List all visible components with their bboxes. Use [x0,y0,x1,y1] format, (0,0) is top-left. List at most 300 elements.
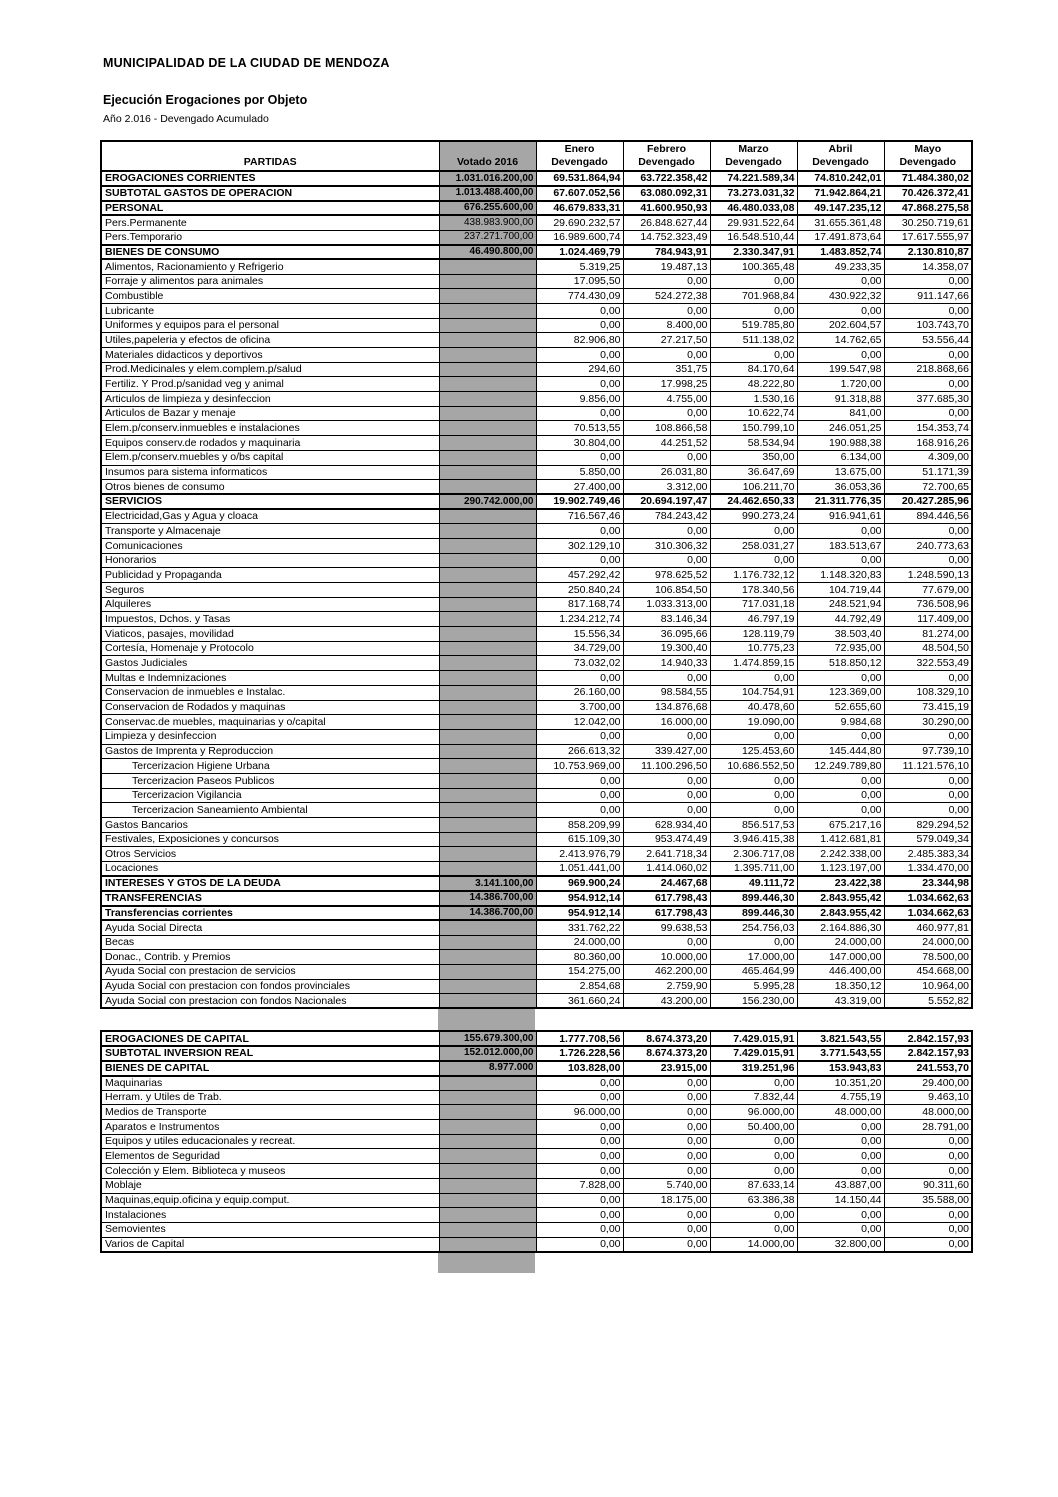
value-cell: 40.478,60 [710,700,797,715]
row-label: Festivales, Exposiciones y concursos [101,832,439,847]
value-cell: 617.798,43 [623,891,710,906]
value-cell: 147.000,00 [797,950,884,965]
value-cell: 63.386,38 [710,1193,797,1208]
value-cell: 10.000,00 [623,950,710,965]
value-cell: 954.912,14 [536,891,623,906]
value-cell: 44.792,49 [797,612,884,627]
value-cell: 0,00 [884,788,972,803]
table-row [101,1222,972,1237]
votado-cell [439,274,536,289]
value-cell: 1.395.711,00 [710,862,797,877]
votado-cell [439,759,536,774]
votado-cell: 1.031.016.200,00 [439,171,536,186]
value-cell: 858.209,99 [536,818,623,833]
value-cell: 48.000,00 [884,1105,972,1120]
value-cell: 10.351,20 [797,1076,884,1091]
value-cell: 16.989.600,74 [536,230,623,245]
row-label: Combustible [101,289,439,304]
value-cell: 0,00 [623,1134,710,1149]
value-cell: 51.171,39 [884,465,972,480]
value-cell: 81.274,00 [884,627,972,642]
row-label: Gastos de Imprenta y Reproduccion [101,744,439,759]
table-row [101,1076,972,1091]
value-cell: 19.300,40 [623,641,710,656]
row-label: TRANSFERENCIAS [101,891,439,906]
value-cell: 3.700,00 [536,700,623,715]
row-label: Locaciones [101,862,439,877]
row-label: PERSONAL [101,201,439,216]
votado-cell [439,583,536,598]
value-cell: 1.123.197,00 [797,862,884,877]
row-label: Aparatos e Instrumentos [101,1120,439,1135]
votado-cell [439,421,536,436]
table-row [101,847,972,862]
row-label: Conservacion de inmuebles e Instalac. [101,685,439,700]
value-cell: 0,00 [536,729,623,744]
value-cell: 53.556,44 [884,333,972,348]
votado-cell [439,509,536,524]
value-cell: 3.312,00 [623,480,710,495]
row-label: Cortesía, Homenaje y Protocolo [101,641,439,656]
row-label: EROGACIONES DE CAPITAL [101,1031,439,1046]
row-label: Gastos Judiciales [101,656,439,671]
value-cell: 19.902.749,46 [536,494,623,509]
value-cell: 1.530,16 [710,392,797,407]
value-cell: 2.306.717,08 [710,847,797,862]
value-cell: 69.531.864,94 [536,171,623,186]
value-cell: 82.906,80 [536,333,623,348]
value-cell: 1.720,00 [797,377,884,392]
value-cell: 0,00 [623,450,710,465]
value-cell: 3.821.543,55 [797,1031,884,1046]
table-row [101,186,972,201]
table-row [101,788,972,803]
value-cell: 0,00 [623,1120,710,1135]
value-cell: 17.617.555,97 [884,230,972,245]
row-label: Maquinas,equip.oficina y equip.comput. [101,1193,439,1208]
value-cell: 26.848.627,44 [623,215,710,230]
table-row [101,1164,972,1179]
value-cell: 254.756,03 [710,920,797,935]
value-cell: 361.660,24 [536,994,623,1009]
row-label: Honorarios [101,553,439,568]
value-cell: 156.230,00 [710,994,797,1009]
value-cell: 80.360,00 [536,950,623,965]
col-header-votado: Votado 2016 [439,141,536,171]
value-cell: 16.000,00 [623,715,710,730]
votado-cell [439,641,536,656]
value-cell: 18.175,00 [623,1193,710,1208]
value-cell: 202.604,57 [797,318,884,333]
value-cell: 0,00 [536,1164,623,1179]
votado-cell [439,553,536,568]
value-cell: 377.685,30 [884,392,972,407]
votado-cell [439,480,536,495]
value-cell: 856.517,53 [710,818,797,833]
value-cell: 8.674.373,20 [623,1031,710,1046]
table-row [101,1061,972,1076]
value-cell: 36.053,36 [797,480,884,495]
votado-cell [439,348,536,363]
value-cell: 46.679.833,31 [536,201,623,216]
value-cell: 1.414.060,02 [623,862,710,877]
votado-cell [439,377,536,392]
value-cell: 63.722.358,42 [623,171,710,186]
value-cell: 0,00 [884,729,972,744]
value-cell: 460.977,81 [884,920,972,935]
value-cell: 71.942.864,21 [797,186,884,201]
row-label: Transporte y Almacenaje [101,524,439,539]
value-cell: 0,00 [623,1076,710,1091]
votado-column-band [438,1253,535,1273]
value-cell: 817.168,74 [536,597,623,612]
value-cell: 97.739,10 [884,744,972,759]
value-cell: 241.553,70 [884,1061,972,1076]
value-cell: 1.726.228,56 [536,1046,623,1061]
value-cell: 3.771.543,55 [797,1046,884,1061]
row-label: Limpieza y desinfeccion [101,729,439,744]
votado-cell: 1.013.488.400,00 [439,186,536,201]
value-cell: 10.622,74 [710,406,797,421]
value-cell: 0,00 [623,1208,710,1223]
value-cell: 5.740,00 [623,1178,710,1193]
value-cell: 83.146,34 [623,612,710,627]
votado-cell [439,1222,536,1237]
value-cell: 2.843.955,42 [797,891,884,906]
value-cell: 125.453,60 [710,744,797,759]
table-row [101,1090,972,1105]
value-cell: 10.686.552,50 [710,759,797,774]
value-cell: 0,00 [710,274,797,289]
value-cell: 717.031,18 [710,597,797,612]
value-cell: 29.931.522,64 [710,215,797,230]
value-cell: 35.588,00 [884,1193,972,1208]
value-cell: 0,00 [710,788,797,803]
value-cell: 1.034.662,63 [884,891,972,906]
row-label: Alimentos, Racionamiento y Refrigerio [101,259,439,274]
value-cell: 0,00 [536,303,623,318]
value-cell: 36.095,66 [623,627,710,642]
row-label: Varios de Capital [101,1237,439,1252]
budget-table-section-1 [100,140,973,1009]
votado-cell [439,935,536,950]
table-row [101,259,972,274]
votado-cell [439,788,536,803]
votado-cell [439,1149,536,1164]
value-cell: 0,00 [884,1222,972,1237]
table-row [101,1120,972,1135]
votado-cell [439,685,536,700]
table-row [101,627,972,642]
row-label: Otros bienes de consumo [101,480,439,495]
table-row [101,671,972,686]
value-cell: 0,00 [536,1193,623,1208]
value-cell: 21.311.776,35 [797,494,884,509]
value-cell: 5.319,25 [536,259,623,274]
value-cell: 14.762,65 [797,333,884,348]
value-cell: 0,00 [623,1090,710,1105]
value-cell: 954.912,14 [536,906,623,921]
row-label: Comunicaciones [101,538,439,553]
value-cell: 351,75 [623,362,710,377]
header-row [101,141,972,171]
value-cell: 4.755,00 [623,392,710,407]
value-cell: 96.000,00 [710,1105,797,1120]
value-cell: 0,00 [536,450,623,465]
value-cell: 0,00 [884,303,972,318]
value-cell: 784.243,42 [623,509,710,524]
value-cell: 0,00 [536,1076,623,1091]
value-cell: 2.641.718,34 [623,847,710,862]
table-row [101,715,972,730]
votado-cell [439,333,536,348]
value-cell: 12.249.789,80 [797,759,884,774]
value-cell: 73.273.031,32 [710,186,797,201]
row-label: Forraje y alimentos para animales [101,274,439,289]
table-row [101,920,972,935]
value-cell: 0,00 [536,803,623,818]
value-cell: 4.309,00 [884,450,972,465]
table-row [101,377,972,392]
value-cell: 14.000,00 [710,1237,797,1252]
value-cell: 0,00 [710,773,797,788]
value-cell: 1.777.708,56 [536,1031,623,1046]
value-cell: 5.850,00 [536,465,623,480]
value-cell: 63.080.092,31 [623,186,710,201]
value-cell: 0,00 [884,1208,972,1223]
table-row [101,1178,972,1193]
value-cell: 841,00 [797,406,884,421]
votado-cell [439,538,536,553]
value-cell: 24.000,00 [797,935,884,950]
value-cell: 34.729,00 [536,641,623,656]
value-cell: 0,00 [710,1164,797,1179]
row-label: Impuestos, Dchos. y Tasas [101,612,439,627]
votado-cell [439,979,536,994]
votado-cell [439,259,536,274]
value-cell: 49.111,72 [710,876,797,891]
value-cell: 20.427.285,96 [884,494,972,509]
row-label: Tercerizacion Higiene Urbana [101,759,439,774]
value-cell: 266.613,32 [536,744,623,759]
value-cell: 579.049,34 [884,832,972,847]
value-cell: 0,00 [536,348,623,363]
value-cell: 774.430,09 [536,289,623,304]
value-cell: 446.400,00 [797,964,884,979]
value-cell: 168.916,26 [884,436,972,451]
value-cell: 0,00 [797,303,884,318]
value-cell: 0,00 [710,1076,797,1091]
section-gap [100,1009,972,1030]
value-cell: 331.762,22 [536,920,623,935]
value-cell: 0,00 [623,1237,710,1252]
row-label: Elementos de Seguridad [101,1149,439,1164]
table-row [101,685,972,700]
table-row [101,348,972,363]
value-cell: 899.446,30 [710,891,797,906]
value-cell: 73.032,02 [536,656,623,671]
votado-cell: 3.141.100,00 [439,876,536,891]
value-cell: 199.547,98 [797,362,884,377]
value-cell: 0,00 [797,274,884,289]
row-label: Maquinarias [101,1076,439,1091]
votado-cell [439,994,536,1009]
value-cell: 106.854,50 [623,583,710,598]
value-cell: 524.272,38 [623,289,710,304]
value-cell: 894.446,56 [884,509,972,524]
votado-cell: 14.386.700,00 [439,891,536,906]
votado-cell [439,1105,536,1120]
value-cell: 26.031,80 [623,465,710,480]
table-row [101,1208,972,1223]
value-cell: 0,00 [884,671,972,686]
value-cell: 978.625,52 [623,568,710,583]
row-label: Tercerizacion Paseos Publicos [101,773,439,788]
value-cell: 258.031,27 [710,538,797,553]
table-row [101,392,972,407]
value-cell: 911.147,66 [884,289,972,304]
row-label: Conservac.de muebles, maquinarias y o/capital [101,715,439,730]
value-cell: 2.242.338,00 [797,847,884,862]
table-row [101,744,972,759]
value-cell: 38.503,40 [797,627,884,642]
table-row [101,1193,972,1208]
value-cell: 13.675,00 [797,465,884,480]
table-row [101,950,972,965]
value-cell: 248.521,94 [797,597,884,612]
table-row [101,230,972,245]
table-row [101,832,972,847]
value-cell: 48.222,80 [710,377,797,392]
table-row [101,1105,972,1120]
table-row [101,421,972,436]
value-cell: 44.251,52 [623,436,710,451]
value-cell: 0,00 [884,1237,972,1252]
value-cell: 14.358,07 [884,259,972,274]
table-row [101,729,972,744]
value-cell: 0,00 [710,1222,797,1237]
value-cell: 103.743,70 [884,318,972,333]
value-cell: 0,00 [623,1222,710,1237]
value-cell: 784.943,91 [623,245,710,260]
value-cell: 74.221.589,34 [710,171,797,186]
value-cell: 0,00 [884,1134,972,1149]
value-cell: 73.415,19 [884,700,972,715]
value-cell: 19.487,13 [623,259,710,274]
value-cell: 43.319,00 [797,994,884,1009]
tbody-section-0 [101,171,972,1008]
value-cell: 29.690.232,57 [536,215,623,230]
value-cell: 29.400,00 [884,1076,972,1091]
value-cell: 134.876,68 [623,700,710,715]
value-cell: 0,00 [884,406,972,421]
value-cell: 10.775,23 [710,641,797,656]
row-label: Pers.Temporario [101,230,439,245]
value-cell: 31.655.361,48 [797,215,884,230]
value-cell: 736.508,96 [884,597,972,612]
votado-cell [439,862,536,877]
votado-cell: 46.490.800,00 [439,245,536,260]
col-header-partidas: PARTIDAS [101,141,439,171]
table-row [101,436,972,451]
row-label: EROGACIONES CORRIENTES [101,171,439,186]
votado-cell [439,568,536,583]
value-cell: 628.934,40 [623,818,710,833]
value-cell: 2.842.157,93 [884,1046,972,1061]
row-label: Multas e Indemnizaciones [101,671,439,686]
value-cell: 87.633,14 [710,1178,797,1193]
value-cell: 462.200,00 [623,964,710,979]
votado-cell [439,450,536,465]
value-cell: 18.350,12 [797,979,884,994]
value-cell: 23.915,00 [623,1061,710,1076]
value-cell: 48.504,50 [884,641,972,656]
votado-cell [439,832,536,847]
value-cell: 322.553,49 [884,656,972,671]
value-cell: 0,00 [623,671,710,686]
value-cell: 24.462.650,33 [710,494,797,509]
table-row [101,1149,972,1164]
value-cell: 511.138,02 [710,333,797,348]
value-cell: 36.647,69 [710,465,797,480]
votado-cell [439,627,536,642]
value-cell: 990.273,24 [710,509,797,524]
votado-cell [439,656,536,671]
value-cell: 0,00 [623,348,710,363]
value-cell: 1.412.681,81 [797,832,884,847]
votado-cell [439,1120,536,1135]
value-cell: 319.251,96 [710,1061,797,1076]
table-row [101,362,972,377]
table-row [101,318,972,333]
row-label: Prod.Medicinales y elem.complem.p/salud [101,362,439,377]
row-label: Medios de Transporte [101,1105,439,1120]
votado-cell [439,318,536,333]
value-cell: 457.292,42 [536,568,623,583]
col-header-abril: Abril Devengado [797,141,884,171]
value-cell: 0,00 [623,553,710,568]
col-header-enero: Enero Devengado [536,141,623,171]
row-label: Publicidad y Propaganda [101,568,439,583]
value-cell: 0,00 [710,1208,797,1223]
org-title: MUNICIPALIDAD DE LA CIUDAD DE MENDOZA [103,56,390,70]
votado-cell: 290.742.000,00 [439,494,536,509]
tbody-section-1 [101,1031,972,1251]
votado-cell [439,524,536,539]
value-cell: 0,00 [710,524,797,539]
row-label: Ayuda Social con prestacion de servicios [101,964,439,979]
value-cell: 2.759,90 [623,979,710,994]
value-cell: 1.248.590,13 [884,568,972,583]
table-row [101,568,972,583]
value-cell: 19.090,00 [710,715,797,730]
row-label: Tercerizacion Vigilancia [101,788,439,803]
value-cell: 0,00 [536,377,623,392]
value-cell: 14.752.323,49 [623,230,710,245]
value-cell: 0,00 [623,788,710,803]
table-row [101,1031,972,1046]
value-cell: 7.429.015,91 [710,1031,797,1046]
value-cell: 10.753.969,00 [536,759,623,774]
value-cell: 0,00 [710,303,797,318]
value-cell: 0,00 [623,303,710,318]
value-cell: 7.832,44 [710,1090,797,1105]
value-cell: 70.426.372,41 [884,186,972,201]
value-cell: 4.755,19 [797,1090,884,1105]
row-label: SUBTOTAL INVERSION REAL [101,1046,439,1061]
row-label: SERVICIOS [101,494,439,509]
value-cell: 0,00 [536,1134,623,1149]
